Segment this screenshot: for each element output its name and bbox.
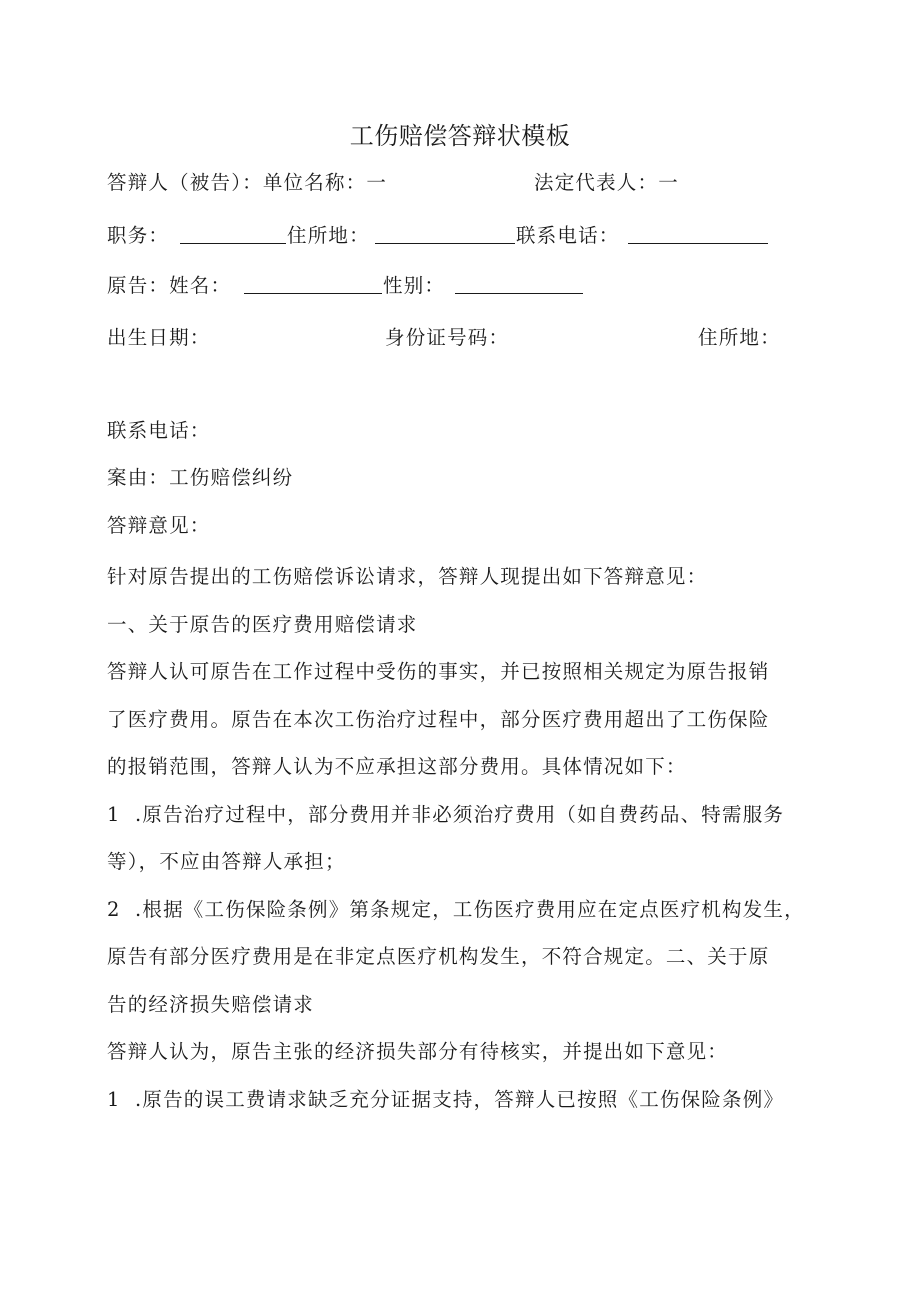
list-item <box>107 791 832 839</box>
birth-label: 出生日期： <box>107 326 211 349</box>
list-text: .原告的误工费请求缺乏充分证据支持，答辩人已按照《工伤保险条例》 <box>135 1087 785 1111</box>
gender-label: 性别： <box>383 274 446 297</box>
list-item-continuation: 原告有部分医疗费用是在非定点医疗机构发生，不符合规定。二、关于原 <box>107 945 770 968</box>
gender-blank <box>455 273 583 301</box>
document-title: 工伤赔偿答辩状模板 <box>349 122 571 150</box>
respondent-label: 答辩人（被告）：单位名称：一 <box>107 171 388 194</box>
list-number: 1 <box>107 1087 121 1111</box>
list-number: 1 <box>107 802 121 826</box>
legal-rep-label: 法定代表人：一 <box>534 171 679 194</box>
opinion-label: 答辩意见： <box>107 514 211 537</box>
list-text: .原告治疗过程中，部分费用并非必须治疗费用（如自费药品、特需服务 <box>135 802 785 826</box>
list-number: 2 <box>107 897 121 921</box>
position-label: 职务： <box>107 224 170 247</box>
section1-line: 答辩人认可原告在工作过程中受伤的事实，并已按照相关规定为原告报销 <box>107 660 770 683</box>
phone-blank <box>628 223 768 251</box>
case-label: 案由：工伤赔偿纠纷 <box>107 466 294 489</box>
list-item <box>107 1076 832 1124</box>
list-item-continuation: 等），不应由答辩人承担； <box>107 850 346 873</box>
id-number-label: 身份证号码： <box>385 326 510 349</box>
residence-blank <box>375 223 515 251</box>
plaintiff-name-blank <box>244 273 382 301</box>
plaintiff-phone-label: 联系电话： <box>107 419 211 442</box>
answer-body <box>107 553 832 1123</box>
residence-label: 住所地： <box>287 224 370 247</box>
phone-label: 联系电话： <box>516 224 620 247</box>
plaintiff-residence-label: 住所地： <box>698 326 781 349</box>
section1-heading: 一、关于原告的医疗费用赔偿请求 <box>107 612 418 636</box>
section1-line: 的报销范围，答辩人认为不应承担这部分费用。具体情况如下： <box>107 755 687 778</box>
position-blank <box>180 223 286 251</box>
section1-line: 了医疗费用。原告在本次工伤治疗过程中，部分医疗费用超出了工伤保险 <box>107 707 770 731</box>
plaintiff-name-label: 原告：姓名： <box>107 274 232 297</box>
section2-line: 答辩人认为，原告主张的经济损失部分有待核实，并提出如下意见： <box>107 1040 729 1063</box>
list-item <box>107 886 832 934</box>
list-item-continuation: 告的经济损失赔偿请求 <box>107 992 315 1016</box>
list-text: .根据《工伤保险条例》第条规定，工伤医疗费用应在定点医疗机构发生， <box>135 897 805 921</box>
intro-line: 针对原告提出的工伤赔偿诉讼请求，答辩人现提出如下答辩意见： <box>107 565 708 588</box>
